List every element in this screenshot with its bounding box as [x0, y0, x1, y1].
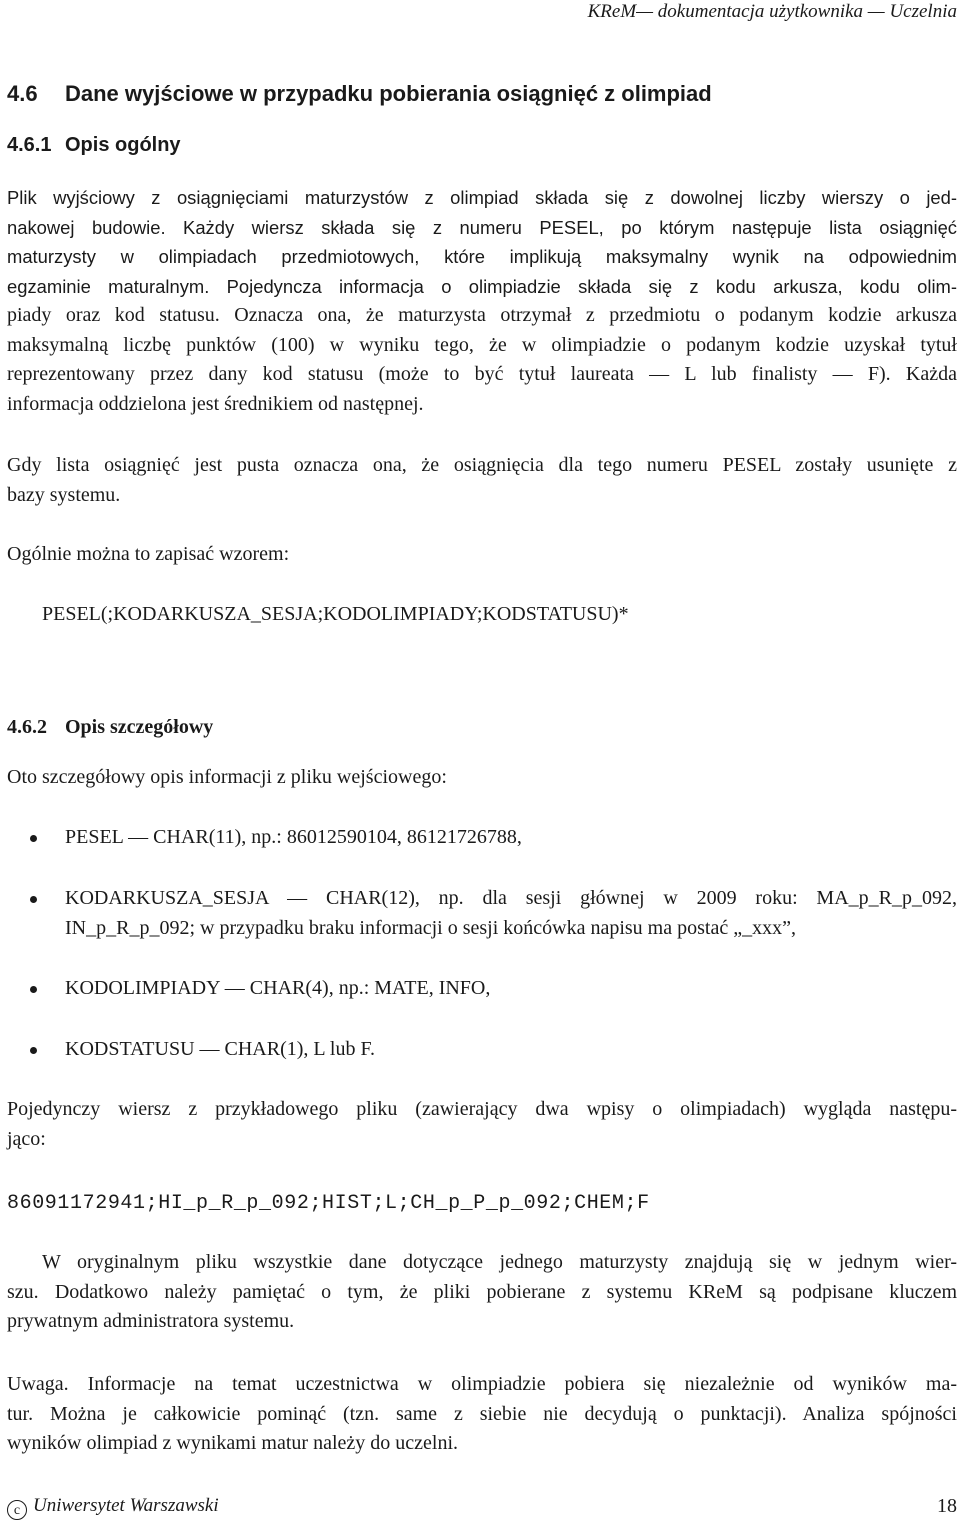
copyright-icon: c	[7, 1500, 27, 1520]
empty-list-paragraph	[7, 451, 957, 510]
document-page: KReM— dokumentacja użytkownika — Uczelnia 4.6 Dane wyjściowe w przypadku pobierania osiągnięć z olimpiad 4.6.1 Opis ogólny Plik wyjściowy z osiągnięciami maturzystów z olimpiad składa się z dowolnej liczby wierszy o jed- nakowej budowie. Każdy wiersz składa się z numeru PESEL, po którym następuje lista osiągnięć maturzysty w olimpiadach przedmiotowych, które implikują maksymalny wynik na odpowiednim egzaminie maturalnym. Pojedyncza informacja o olimpiadzie składa się z kodu arkusza, kodu olim- piady oraz kod statusu. Oznacza ona, że maturzysta otrzymał z przedmiotu o podanym kodzie arkusza maksymalną liczbę punktów (100) w wyniku tego, że w olimpiadzie o podanym kodzie uzyskał tytuł reprezentowany przez dany kod statusu (może to być tytuł laureata — L lub finalisty — F). Każda informacja oddzielona jest średnikiem od następnej. Gdy lista osiągnięć jest pusta oznacza ona, że osiągnięcia dla tego numeru PESEL zostały usunięte z bazy systemu. Ogólnie można to zapisać wzorem: PESEL(;KODARKUSZA_SESJA;KODOLIMPIADY;KODSTATUSU)* 4.6.2 Opis szczegółowy Oto szczegółowy opis informacji z pliku wejściowego: PESEL — CHAR(11), np.: 86012590104, 86121726788, KODARKUSZA_SESJA — CHAR(12), np. dla sesji głównej w 2009 roku: MA_p_R_p_092, IN_p_R_p_092; w przypadku braku informacji o sesji końcówka napisu ma postać „_xxx”, KODOLIMPIADY — CHAR(4), np.: MATE, INFO, KODSTATUSU — CHAR(1), L lub F. Pojedynczy wiersz z przykładowego pliku (zawierający dwa wpisy o olimpiadach) wygląda następu- jąco: 86091172941;HI_p_R_p_092;HIST;L;CH_p_P_p_092;CHEM;F W oryginalnym pliku wszystkie dane dotyczące jednego maturzysty znajdują się w jednym wier- szu. Dodatkowo należy pamiętać o tym, że pliki pobierane z systemu KReM są podpisane kluczem prywatnym administratora systemu. Uwaga. Informacje na temat uczestnictwa w olimpiadzie pobiera się niezależnie od wyników ma- tur. Można je całkowicie pominąć (tzn. same z siebie nie decydują o punktacji). Analiza spójności wyników olimpiad z wynikami matur należy do uczelni. c Uniwersytet Warszawski 18	[7, 1, 957, 1518]
subsection-2-title: Opis szczegółowy	[65, 716, 214, 738]
subsection-1-title: Opis ogólny	[65, 134, 181, 156]
paragraph-line: prywatnym administratora systemu.	[7, 1310, 295, 1332]
paragraph-line: Gdy lista osiągnięć jest pusta oznacza ona, że osiągnięcia dla tego numeru PESEL zostały usunięte z	[7, 454, 957, 476]
original-file-paragraph	[7, 1248, 957, 1337]
subsection-1-heading	[7, 132, 181, 158]
paragraph-line: Pojedynczy wiersz z przykładowego pliku (zawierający dwa wpisy o olimpiadach) wygląda następu-	[7, 1098, 957, 1120]
note-paragraph	[7, 1370, 957, 1459]
paragraph-line: wyników olimpiad z wynikami matur należy do uczelni.	[7, 1432, 458, 1454]
format-formula: PESEL(;KODARKUSZA_SESJA;KODOLIMPIADY;KODSTATUSU)*	[42, 603, 629, 625]
paragraph-line: jąco:	[7, 1127, 46, 1150]
subsection-1-number: 4.6.1	[7, 134, 52, 156]
paragraph-line: Uwaga. Informacje na temat uczestnictwa w olimpiadzie pobiera się niezależnie od wyników ma-	[7, 1373, 957, 1395]
detailed-intro: Oto szczegółowy opis informacji z pliku wejściowego:	[7, 766, 447, 788]
example-intro-paragraph	[7, 1095, 957, 1154]
footer-institution: Uniwersytet Warszawski	[33, 1495, 219, 1516]
paragraph-line: egzaminie maturalnym. Pojedyncza informacja o olimpiadzie składa się z kodu arkusza, kodu olim-	[7, 275, 957, 297]
section-heading	[7, 80, 712, 108]
bullet-icon	[30, 1047, 37, 1054]
bullet-icon	[30, 986, 37, 993]
paragraph-line: reprezentowany przez dany kod statusu (może to być tytuł laureata — L lub finalisty — F). Każda	[7, 363, 957, 385]
paragraph-line: informacja oddzielona jest średnikiem od następnej.	[7, 392, 424, 415]
general-description-paragraph	[7, 183, 957, 301]
subsection-2-heading	[7, 714, 213, 740]
paragraph-line: szu. Dodatkowo należy pamiętać o tym, że pliki pobierane z systemu KReM są podpisane kluczem	[7, 1280, 957, 1303]
running-header: KReM— dokumentacja użytkownika — Uczelnia	[587, 1, 957, 22]
section-number: 4.6	[7, 81, 38, 106]
general-description-paragraph-continued	[7, 301, 957, 419]
example-row: 86091172941;HI_p_R_p_092;HIST;L;CH_p_P_p_092;CHEM;F	[7, 1192, 650, 1215]
page-number: 18	[937, 1495, 957, 1517]
paragraph-line: nakowej budowie. Każdy wiersz składa się z numeru PESEL, po którym następuje lista osiągnięć	[7, 216, 957, 238]
bullet-icon	[30, 835, 37, 842]
paragraph-line: tur. Można je całkowicie pominąć (tzn. same z siebie nie decydują o punktacji). Analiza spójności	[7, 1402, 957, 1425]
subsection-2-number: 4.6.2	[7, 716, 47, 738]
paragraph-line: maksymalną liczbę punktów (100) w wyniku tego, że w olimpiadzie o podanym kodzie uzyskał tytuł	[7, 333, 957, 356]
paragraph-line: piady oraz kod statusu. Oznacza ona, że maturzysta otrzymał z przedmiotu o podanym kodzie arkusza	[7, 304, 957, 326]
paragraph-line: W oryginalnym pliku wszystkie dane dotyczące jednego maturzysty znajdują się w jednym wier-	[42, 1251, 957, 1273]
section-title: Dane wyjściowe w przypadku pobierania osiągnięć z olimpiad	[65, 81, 712, 106]
formula-intro: Ogólnie można to zapisać wzorem:	[7, 543, 290, 565]
footer-copyright	[7, 1494, 219, 1520]
paragraph-line: bazy systemu.	[7, 483, 121, 506]
paragraph-line: Plik wyjściowy z osiągnięciami maturzystów z olimpiad składa się z dowolnej liczby wierszy o jed-	[7, 187, 957, 208]
bullet-icon	[30, 896, 37, 903]
paragraph-line: maturzysty w olimpiadach przedmiotowych, które implikują maksymalny wynik na odpowiednim	[7, 246, 957, 267]
